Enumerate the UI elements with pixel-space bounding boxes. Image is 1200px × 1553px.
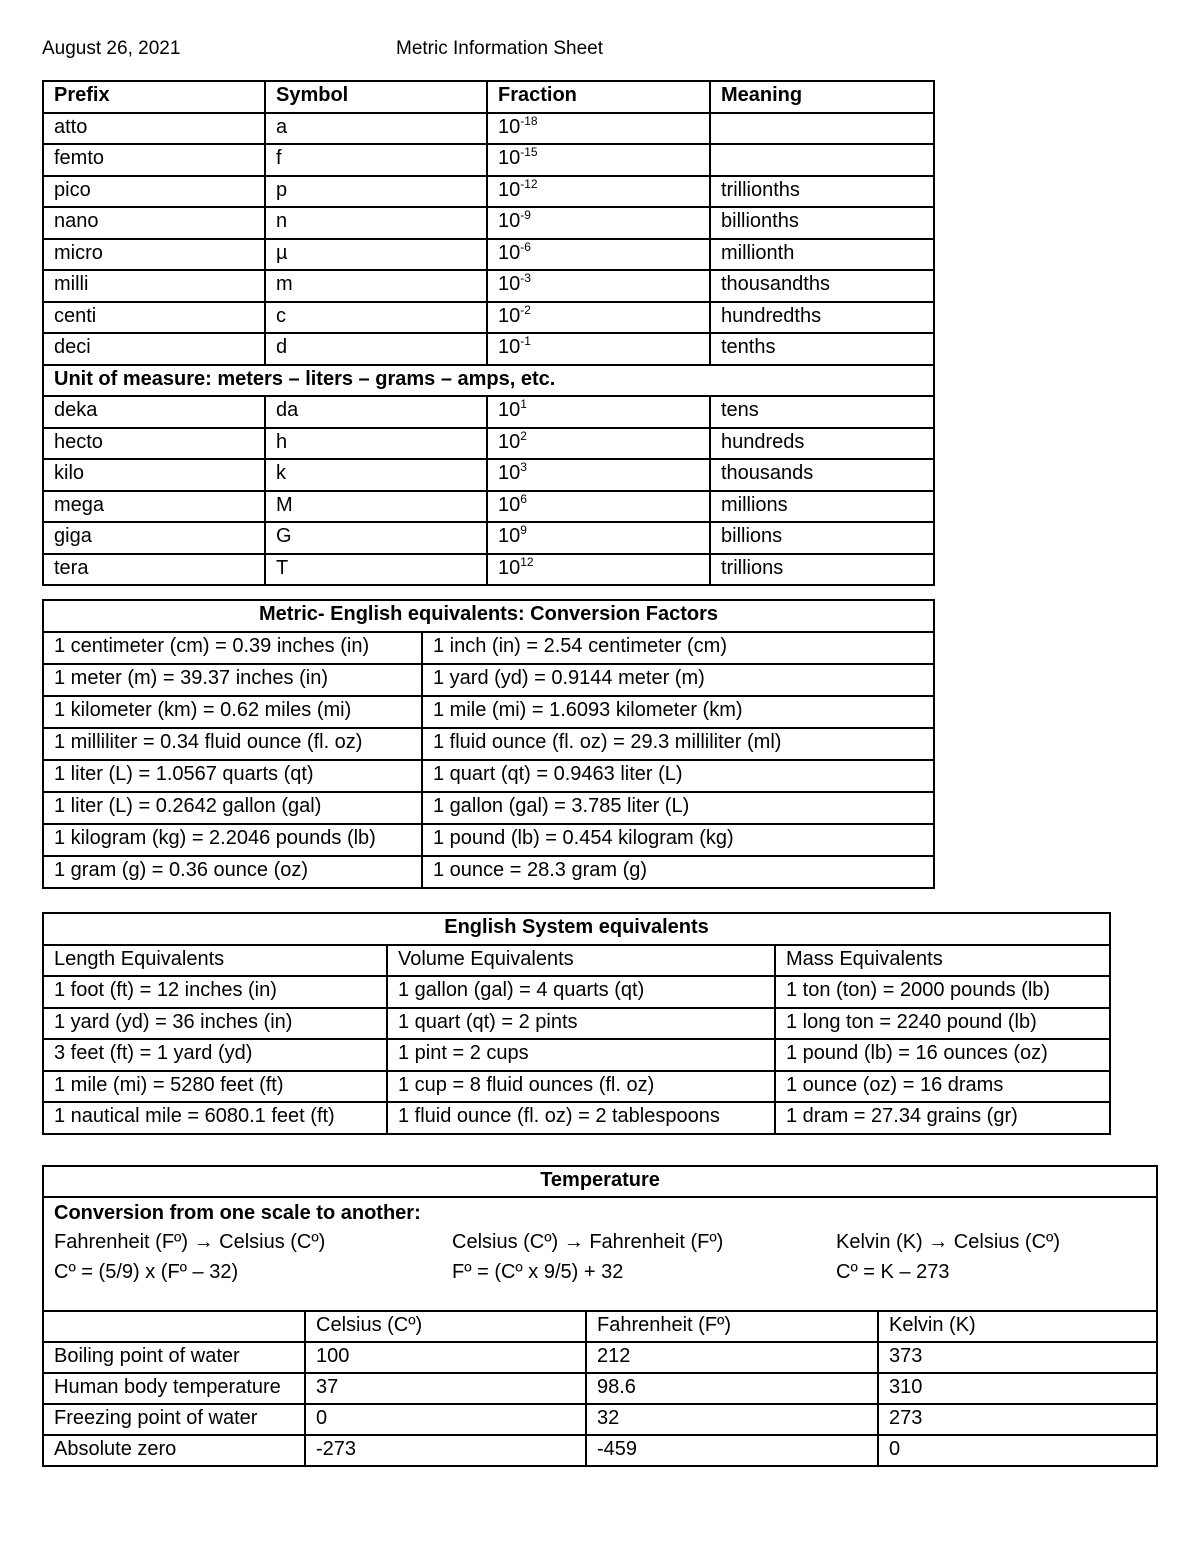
table-row	[43, 239, 934, 271]
table-row	[43, 632, 934, 664]
conversion-cell: 1 gallon (gal) = 3.785 liter (L)	[422, 792, 934, 824]
symbol-cell: n	[265, 207, 487, 239]
equivalent-cell: 1 nautical mile = 6080.1 feet (ft)	[43, 1102, 387, 1134]
table-row	[43, 1071, 1110, 1103]
prefix-cell: mega	[43, 491, 265, 523]
conversion-formula: Cº = K – 273	[836, 1261, 950, 1283]
fraction-cell	[487, 270, 710, 302]
header-row	[43, 1311, 1157, 1342]
column-header: Celsius (Cº)	[305, 1311, 586, 1342]
column-header: Length Equivalents	[43, 945, 387, 977]
fraction-base: 10	[498, 399, 521, 421]
fraction-exponent: 1	[520, 397, 527, 411]
table-row	[43, 459, 934, 491]
row-label: Absolute zero	[43, 1435, 305, 1466]
value-cell: 98.6	[586, 1373, 878, 1404]
fraction-base: 10	[498, 556, 521, 579]
table-row	[43, 333, 934, 365]
fraction-cell	[487, 459, 710, 491]
fraction-base: 10	[498, 273, 521, 295]
equivalent-cell: 1 ton (ton) = 2000 pounds (lb)	[775, 976, 1110, 1008]
equivalent-cell: 1 dram = 27.34 grains (gr)	[775, 1102, 1110, 1134]
fraction-cell	[487, 302, 710, 334]
symbol-cell: p	[265, 176, 487, 208]
prefix-cell: centi	[43, 302, 265, 334]
table-row	[43, 1373, 1157, 1404]
equivalent-cell: 1 foot (ft) = 12 inches (in)	[43, 976, 387, 1008]
column-header: Prefix	[43, 81, 265, 113]
prefix-cell: kilo	[43, 459, 265, 491]
conversion-cell: 1 pound (lb) = 0.454 kilogram (kg)	[422, 824, 934, 856]
fraction-cell	[487, 522, 710, 554]
table-row	[43, 1039, 1110, 1071]
table-row	[43, 522, 934, 554]
prefix-cell: nano	[43, 207, 265, 239]
table-row	[43, 491, 934, 523]
fraction-base: 10	[498, 178, 521, 201]
conversion-label: Celsius (Cº) → Fahrenheit (Fº)	[452, 1231, 724, 1253]
header-row	[43, 945, 1110, 977]
column-header: Kelvin (K)	[878, 1311, 1157, 1342]
section-title: English System equivalents	[43, 913, 1110, 945]
symbol-cell: d	[265, 333, 487, 365]
meaning-cell	[710, 113, 934, 145]
conversion-label: Fahrenheit (Fº) → Celsius (Cº)	[54, 1231, 326, 1253]
fraction-base: 10	[498, 493, 521, 516]
prefix-cell: micro	[43, 239, 265, 271]
fraction-exponent: 6	[520, 491, 527, 506]
value-cell: 37	[305, 1373, 586, 1404]
section-title-row	[43, 913, 1110, 945]
fraction-exponent: 3	[520, 460, 527, 474]
meaning-cell: millions	[710, 491, 934, 523]
fraction-base: 10	[498, 525, 521, 547]
symbol-cell: c	[265, 302, 487, 334]
conversion-label: Kelvin (K) → Celsius (Cº)	[836, 1231, 1061, 1253]
meaning-cell: billionths	[710, 207, 934, 239]
table-row	[43, 270, 934, 302]
date-text: August 26, 2021	[42, 38, 181, 59]
table-row	[43, 824, 934, 856]
fraction-exponent: 12	[520, 554, 534, 569]
fraction-base: 10	[498, 430, 521, 453]
fraction-cell	[487, 207, 710, 239]
table-row	[43, 144, 934, 176]
fraction-exponent: -3	[520, 271, 531, 285]
value-cell: 0	[878, 1435, 1157, 1466]
section-title-row	[43, 600, 934, 632]
equivalent-cell: 1 long ton = 2240 pound (lb)	[775, 1008, 1110, 1040]
meaning-cell: hundreds	[710, 428, 934, 460]
page-title: Metric Information Sheet	[396, 38, 603, 59]
value-cell: 0	[305, 1404, 586, 1435]
prefix-cell: milli	[43, 270, 265, 302]
table-row	[43, 554, 934, 586]
value-cell: 32	[586, 1404, 878, 1435]
temperature-table	[42, 1165, 1158, 1467]
table-row	[43, 856, 934, 888]
value-cell: 100	[305, 1342, 586, 1373]
metric-english-table	[42, 599, 935, 889]
fraction-exponent: -12	[520, 176, 538, 191]
column-header: Fahrenheit (Fº)	[586, 1311, 878, 1342]
meaning-cell: thousands	[710, 459, 934, 491]
row-label: Boiling point of water	[43, 1342, 305, 1373]
table-row	[43, 428, 934, 460]
fraction-base: 10	[498, 336, 521, 358]
equivalent-cell: 1 mile (mi) = 5280 feet (ft)	[43, 1071, 387, 1103]
fraction-base: 10	[498, 462, 521, 484]
conversion-cell: 1 liter (L) = 0.2642 gallon (gal)	[43, 792, 422, 824]
prefix-cell: femto	[43, 144, 265, 176]
conversion-formula: Cº = (5/9) x (Fº – 32)	[54, 1261, 239, 1283]
symbol-cell: m	[265, 270, 487, 302]
value-cell: 310	[878, 1373, 1157, 1404]
meaning-cell: hundredths	[710, 302, 934, 334]
meaning-cell: thousandths	[710, 270, 934, 302]
conversion-cell: 1 centimeter (cm) = 0.39 inches (in)	[43, 632, 422, 664]
conversion-cell: 1 gram (g) = 0.36 ounce (oz)	[43, 856, 422, 888]
fraction-cell	[487, 239, 710, 271]
table-row	[43, 113, 934, 145]
table-row	[43, 760, 934, 792]
conversion-cell: 1 mile (mi) = 1.6093 kilometer (km)	[422, 696, 934, 728]
fraction-base: 10	[498, 147, 521, 169]
conversion-row	[43, 1197, 1157, 1311]
section-title-row	[43, 1166, 1157, 1197]
conversion-cell: 1 ounce = 28.3 gram (g)	[422, 856, 934, 888]
prefix-cell: atto	[43, 113, 265, 145]
fraction-exponent: -18	[520, 113, 538, 128]
value-cell: -459	[586, 1435, 878, 1466]
prefix-cell: deci	[43, 333, 265, 365]
fraction-cell	[487, 144, 710, 176]
table-row	[43, 792, 934, 824]
prefix-cell: giga	[43, 522, 265, 554]
equivalent-cell: 1 pint = 2 cups	[387, 1039, 775, 1071]
fraction-base: 10	[498, 115, 521, 138]
fraction-base: 10	[498, 210, 521, 232]
column-header: Fraction	[487, 81, 710, 113]
fraction-cell	[487, 396, 710, 428]
column-header: Symbol	[265, 81, 487, 113]
column-header: Meaning	[710, 81, 934, 113]
fraction-cell	[487, 176, 710, 208]
meaning-cell: trillionths	[710, 176, 934, 208]
column-header: Mass Equivalents	[775, 945, 1110, 977]
table-row	[43, 1342, 1157, 1373]
equivalent-cell: 1 fluid ounce (fl. oz) = 2 tablespoons	[387, 1102, 775, 1134]
table-row	[43, 302, 934, 334]
prefix-cell: deka	[43, 396, 265, 428]
row-label: Freezing point of water	[43, 1404, 305, 1435]
table-row	[43, 664, 934, 696]
symbol-cell: f	[265, 144, 487, 176]
equivalent-cell: 1 quart (qt) = 2 pints	[387, 1008, 775, 1040]
prefix-header-row	[43, 81, 934, 113]
conversion-cell: 1 liter (L) = 1.0567 quarts (qt)	[43, 760, 422, 792]
column-header: Volume Equivalents	[387, 945, 775, 977]
meaning-cell: tens	[710, 396, 934, 428]
table-row	[43, 976, 1110, 1008]
fraction-base: 10	[498, 304, 521, 327]
prefix-table	[42, 80, 935, 586]
meaning-cell	[710, 144, 934, 176]
conversion-block	[43, 1197, 1157, 1311]
symbol-cell: a	[265, 113, 487, 145]
fraction-exponent: -9	[520, 208, 531, 222]
table-row	[43, 728, 934, 760]
conversion-formula: Fº = (Cº x 9/5) + 32	[452, 1261, 624, 1283]
fraction-base: 10	[498, 241, 521, 264]
prefix-cell: pico	[43, 176, 265, 208]
fraction-exponent: -15	[520, 145, 538, 159]
table-row	[43, 1404, 1157, 1435]
conversion-cell: 1 fluid ounce (fl. oz) = 29.3 milliliter (ml)	[422, 728, 934, 760]
table-row	[43, 1008, 1110, 1040]
value-cell: 273	[878, 1404, 1157, 1435]
fraction-exponent: 2	[520, 428, 527, 443]
conversion-cell: 1 inch (in) = 2.54 centimeter (cm)	[422, 632, 934, 664]
conversion-cell: 1 kilometer (km) = 0.62 miles (mi)	[43, 696, 422, 728]
equivalent-cell: 1 gallon (gal) = 4 quarts (qt)	[387, 976, 775, 1008]
table-row	[43, 1102, 1110, 1134]
column-header	[43, 1311, 305, 1342]
symbol-cell: T	[265, 554, 487, 586]
unit-row	[43, 365, 934, 397]
meaning-cell: trillions	[710, 554, 934, 586]
symbol-cell: G	[265, 522, 487, 554]
conversion-cell: 1 yard (yd) = 0.9144 meter (m)	[422, 664, 934, 696]
meaning-cell: billions	[710, 522, 934, 554]
meaning-cell: millionth	[710, 239, 934, 271]
table-row	[43, 1435, 1157, 1466]
conversion-cell: 1 milliliter = 0.34 fluid ounce (fl. oz)	[43, 728, 422, 760]
symbol-cell: k	[265, 459, 487, 491]
value-cell: 373	[878, 1342, 1157, 1373]
symbol-cell: da	[265, 396, 487, 428]
prefix-cell: tera	[43, 554, 265, 586]
table-row	[43, 396, 934, 428]
conversion-cell: 1 kilogram (kg) = 2.2046 pounds (lb)	[43, 824, 422, 856]
fraction-exponent: -2	[520, 302, 531, 317]
equivalent-cell: 3 feet (ft) = 1 yard (yd)	[43, 1039, 387, 1071]
fraction-exponent: -1	[520, 334, 531, 348]
symbol-cell: h	[265, 428, 487, 460]
conversion-cell: 1 quart (qt) = 0.9463 liter (L)	[422, 760, 934, 792]
conversion-formulas	[54, 1200, 1146, 1308]
english-system-table	[42, 912, 1111, 1135]
equivalent-cell: 1 cup = 8 fluid ounces (fl. oz)	[387, 1071, 775, 1103]
equivalent-cell: 1 pound (lb) = 16 ounces (oz)	[775, 1039, 1110, 1071]
fraction-cell	[487, 428, 710, 460]
meaning-cell: tenths	[710, 333, 934, 365]
value-cell: -273	[305, 1435, 586, 1466]
equivalent-cell: 1 ounce (oz) = 16 drams	[775, 1071, 1110, 1103]
fraction-cell	[487, 333, 710, 365]
fraction-cell	[487, 113, 710, 145]
equivalent-cell: 1 yard (yd) = 36 inches (in)	[43, 1008, 387, 1040]
section-title: Temperature	[43, 1166, 1157, 1197]
section-title: Metric- English equivalents: Conversion Factors	[43, 600, 934, 632]
fraction-cell	[487, 554, 710, 586]
fraction-cell	[487, 491, 710, 523]
fraction-exponent: 9	[520, 523, 527, 537]
row-label: Human body temperature	[43, 1373, 305, 1404]
fraction-exponent: -6	[520, 239, 531, 254]
symbol-cell: M	[265, 491, 487, 523]
table-row	[43, 176, 934, 208]
table-row	[43, 696, 934, 728]
conversion-cell: 1 meter (m) = 39.37 inches (in)	[43, 664, 422, 696]
conversion-heading: Conversion from one scale to another:	[54, 1202, 421, 1224]
symbol-cell: µ	[265, 239, 487, 271]
table-row	[43, 207, 934, 239]
unit-of-measure-cell: Unit of measure: meters – liters – grams – amps, etc.	[43, 365, 934, 397]
value-cell: 212	[586, 1342, 878, 1373]
prefix-cell: hecto	[43, 428, 265, 460]
